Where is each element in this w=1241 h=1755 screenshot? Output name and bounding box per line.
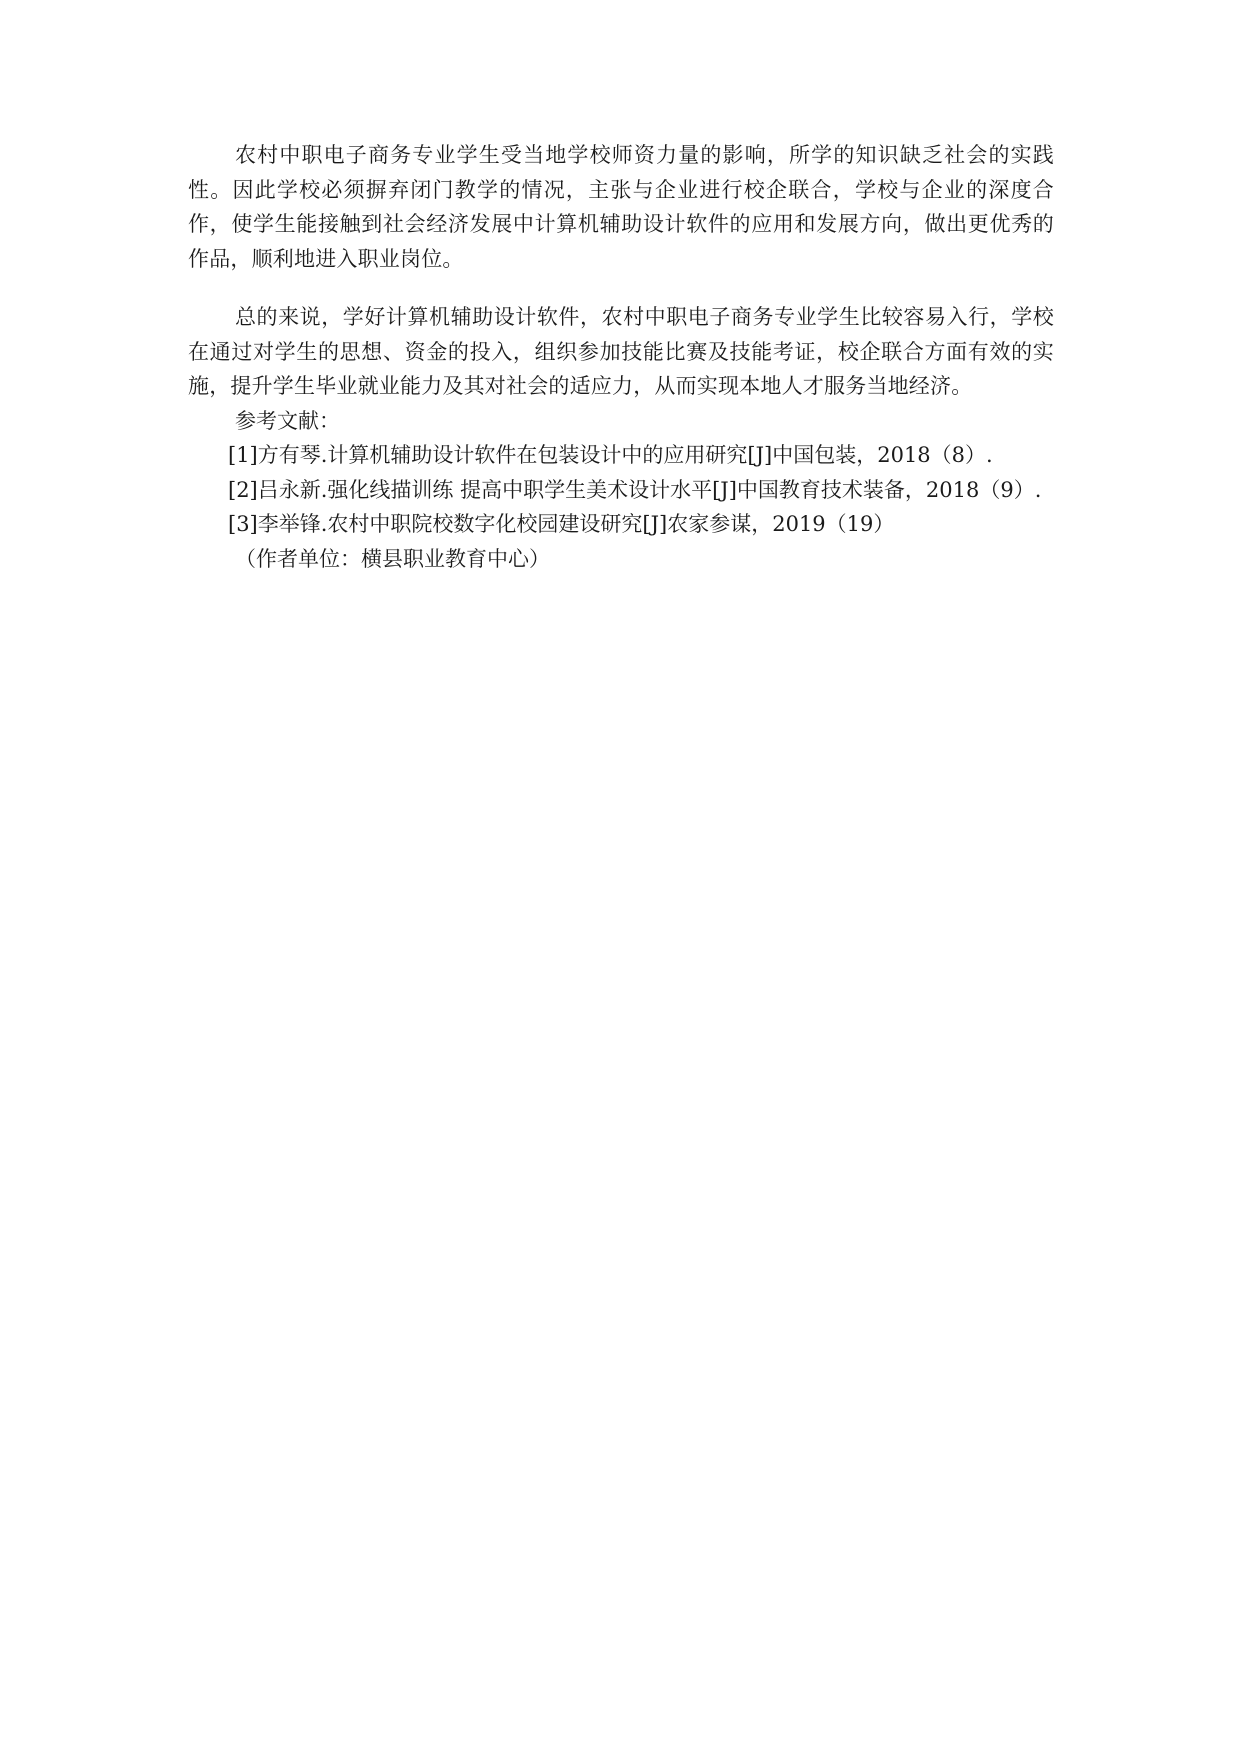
reference-item-2: [2]吕永新.强化线描训练 提高中职学生美术设计水平[J]中国教育技术装备，2018（9）. <box>228 477 1042 502</box>
document-page <box>188 138 1054 576</box>
body-paragraph-1: 农村中职电子商务专业学生受当地学校师资力量的影响，所学的知识缺乏社会的实践性。因此学校必须摒弃闭门教学的情况，主张与企业进行校企联合，学校与企业的深度合作，使学生能接触到社会经济发展中计算机辅助设计软件的应用和发展方向，做出更优秀的作品，顺利地进入职业岗位。 <box>188 143 1054 271</box>
references-heading: 参考文献： <box>235 408 340 433</box>
reference-item-1: [1]方有琴.计算机辅助设计软件在包装设计中的应用研究[J]中国包装，2018（8）. <box>228 443 993 467</box>
author-affiliation: （作者单位：横县职业教育中心） <box>235 546 550 571</box>
reference-item-3: [3]李举锋.农村中职院校数字化校园建设研究[J]农家参谋，2019（19） <box>228 512 895 536</box>
body-paragraph-2: 总的来说，学好计算机辅助设计软件，农村中职电子商务专业学生比较容易入行，学校在通过对学生的思想、资金的投入，组织参加技能比赛及技能考证，校企联合方面有效的实施，提升学生毕业就业能力及其对社会的适应力，从而实现本地人才服务当地经济。 <box>188 305 1054 398</box>
